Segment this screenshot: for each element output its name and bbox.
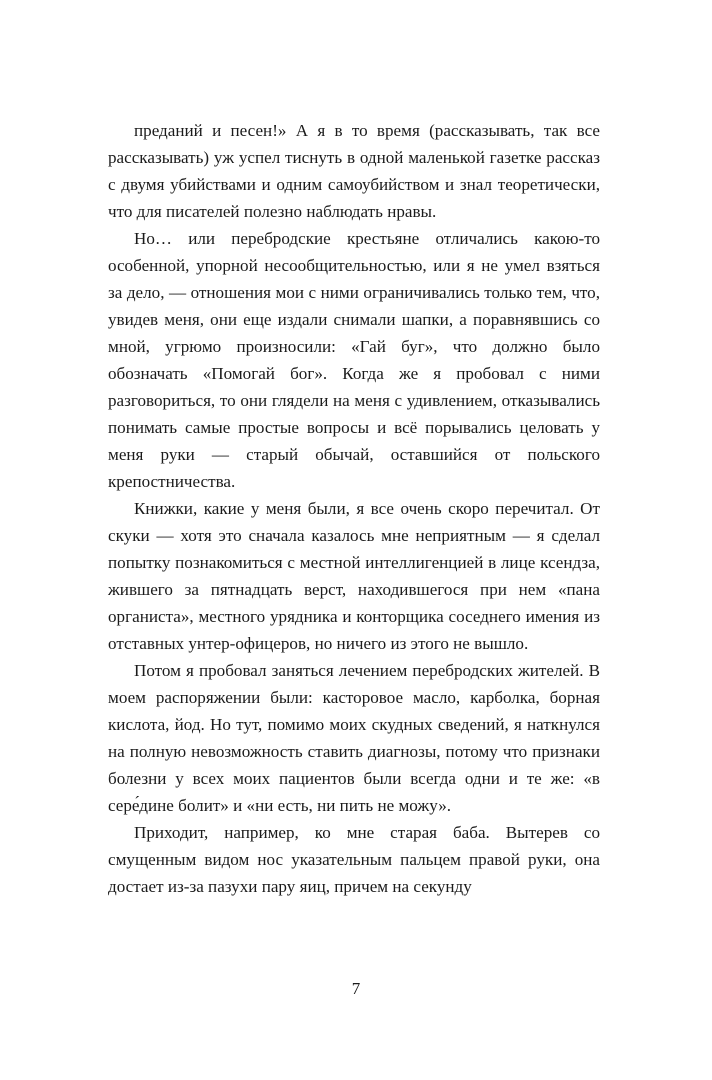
page-text-body	[108, 117, 600, 900]
paragraph-1: преданий и песен!» А я в то время (рассказывать, так все рассказывать) уж успел тиснуть в одной маленькой газетке рассказ с двумя убийствами и одним самоубийством и знал теоретически, что для писателей полезно наблюдать нравы.	[108, 121, 600, 221]
paragraph-4: Потом я пробовал заняться лечением перебродских жителей. В моем распоряжении были: касторовое масло, карболка, борная кислота, йод. Но тут, помимо моих скудных сведений, я наткнулся на полную невозможность ставить диагнозы, потому что признаки болезни у всех моих пациентов были всегда одни и те же: «в сере́дине болит» и «ни есть, ни пить не можу».	[108, 661, 600, 815]
page-number: 7	[351, 979, 361, 998]
paragraph-3: Книжки, какие у меня были, я все очень скоро перечитал. От скуки — хотя это сначала казалось мне неприятным — я сделал попытку познакомиться с местной интеллигенцией в лице ксендза, жившего за пятнадцать верст, находившегося при нем «пана органиста», местного урядника и конторщика соседнего имения из отставных унтер-офицеров, но ничего из этого не вышло.	[108, 499, 600, 653]
paragraph-5: Приходит, например, ко мне старая баба. Вытерев со смущенным видом нос указательным пальцем правой руки, она достает из-за пазухи пару яиц, причем на секунду	[108, 823, 600, 896]
paragraph-2: Но… или перебродские крестьяне отличались какою-то особенной, упорной несообщительностью, или я не умел взяться за дело, — отношения мои с ними ограничивались только тем, что, увидев меня, они еще издали снимали шапки, а поравнявшись со мной, угрюмо произносили: «Гай буг», что должно было обозначать «Помогай бог». Когда же я пробовал с ними разговориться, то они глядели на меня с удивлением, отказывались понимать самые простые вопросы и всё порывались целовать у меня руки — старый обычай, оставшийся от польского крепостничества.	[108, 229, 600, 491]
